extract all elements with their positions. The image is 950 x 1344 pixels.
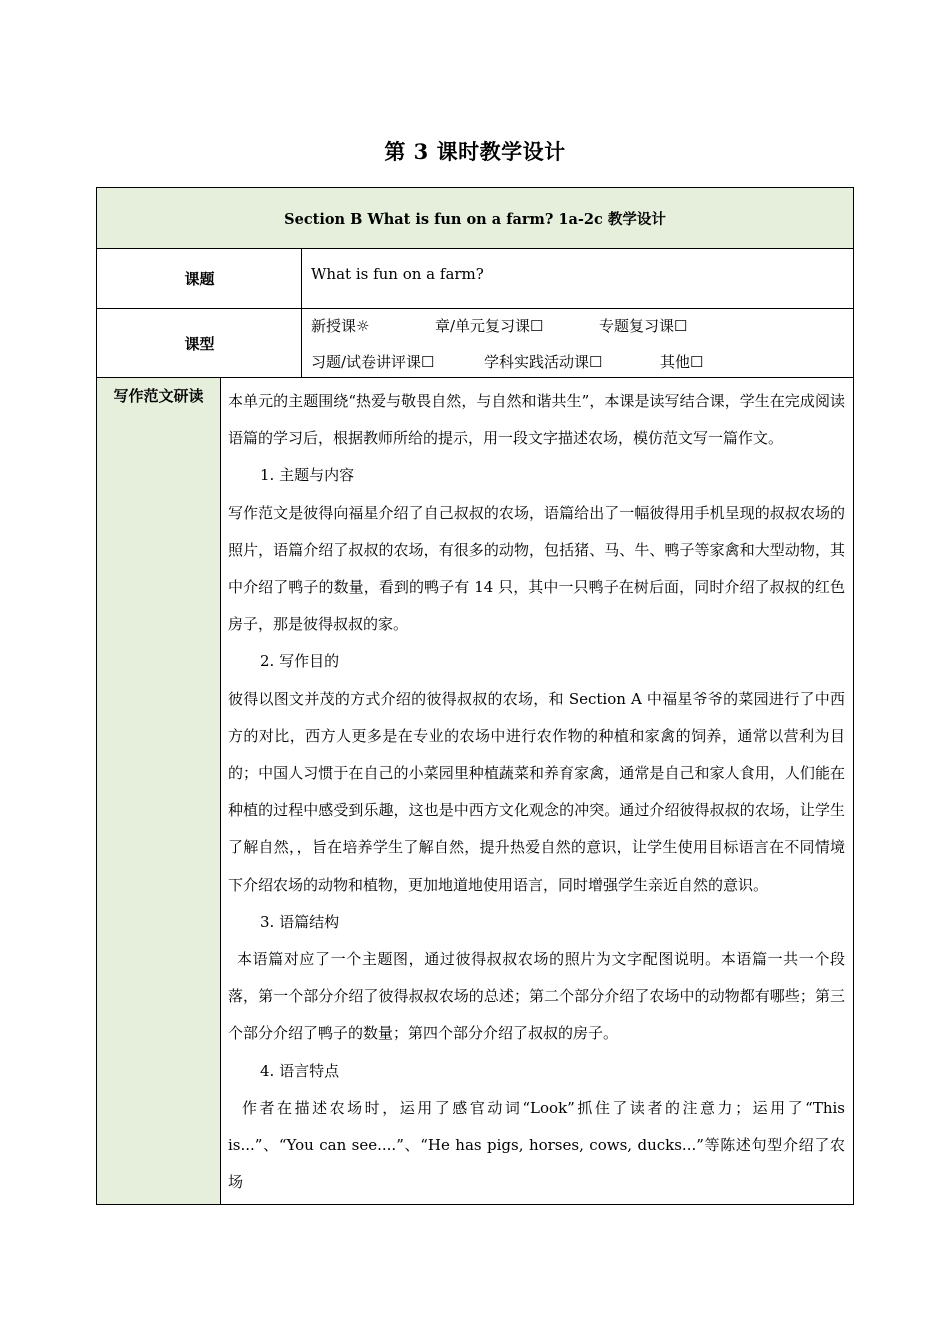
option-new-lesson: 新授课☼ (311, 317, 370, 335)
divider (301, 249, 302, 378)
table-header: Section B What is fun on a farm? 1a-2c 教学设计 (97, 188, 853, 248)
document-title: 第 3 课时教学设计 (384, 139, 566, 164)
lesson-type-options (302, 309, 853, 378)
section-heading: 2. 写作目的 (260, 652, 340, 671)
section-heading: 4. 语言特点 (260, 1061, 340, 1080)
topic-label: 课题 (184, 270, 215, 288)
section-body: 本语篇对应了一个主题图，通过彼得叔叔农场的照片为文字配图说明。本语篇一共一个段落，第一个部分介绍了彼得叔叔农场的总述；第二个部分介绍了农场中的动物都有哪些；第三个部分介绍了鸭子的数量；第四个部分介绍了叔叔的房子。 (228, 950, 845, 1043)
writing-study-label: 写作范文研读 (97, 378, 220, 1204)
section-heading: 1. 主题与内容 (260, 466, 355, 485)
lesson-plan-table (96, 187, 854, 1205)
intro-paragraph: 本单元的主题围绕“热爱与敬畏自然，与自然和谐共生”，本课是读写结合课，学生在完成阅读语篇的学习后，根据教师所给的提示，用一段文字描述农场，模仿范文写一篇作文。 (228, 392, 845, 448)
section-body: 彼得以图文并茂的方式介绍的彼得叔叔的农场，和 Section A 中福星爷爷的菜园进行了中西方的对比，西方人更多是在专业的农场中进行农作物的种植和家禽的饲养，通常以营利为目的；中国人习惯于在自己的小菜园里种植蔬菜和养育家禽，通常是自己和家人食用，人们能在种植的过程中感受到乐趣，这也是中西方文化观念的冲突。通过介绍彼得叔叔的农场，让学生了解自然，，旨在培养学生了解自然，提升热爱自然的意识，让学生使用目标语言在不同情境下介绍农场的动物和植物，更加地道地使用语言，同时增强学生亲近自然的意识。 (228, 689, 845, 894)
section-heading: 3. 语篇结构 (260, 912, 340, 931)
topic-value-cell (302, 249, 853, 308)
option-other: 其他☐ (660, 353, 704, 371)
option-topic-review: 专题复习课☐ (599, 317, 688, 335)
topic-value: What is fun on a farm? (311, 265, 484, 283)
section-body: 作者在描述农场时，运用了感官动词“Look”抓住了读者的注意力；运用了“This is...”、“You can see....”、“He has pigs, horses, cows, ducks...”等陈述句型介绍了农场 (228, 1098, 845, 1192)
option-practice-activity: 学科实践活动课☐ (484, 353, 603, 371)
section-body: 写作范文是彼得向福星介绍了自己叔叔的农场，语篇给出了一幅彼得用手机呈现的叔叔农场的照片，语篇介绍了叔叔的农场，有很多的动物，包括猪、马、牛、鸭子等家禽和大型动物，其中介绍了鸭子的数量，看到的鸭子有 14 只，其中一只鸭子在树后面，同时介绍了叔叔的红色房子，那是彼得叔叔的家。 (228, 503, 845, 634)
writing-study-content (220, 378, 853, 1204)
option-exercise-review: 习题/试卷讲评课☐ (311, 353, 435, 371)
lesson-type-label: 课型 (184, 335, 215, 353)
option-unit-review: 章/单元复习课☐ (435, 317, 544, 335)
